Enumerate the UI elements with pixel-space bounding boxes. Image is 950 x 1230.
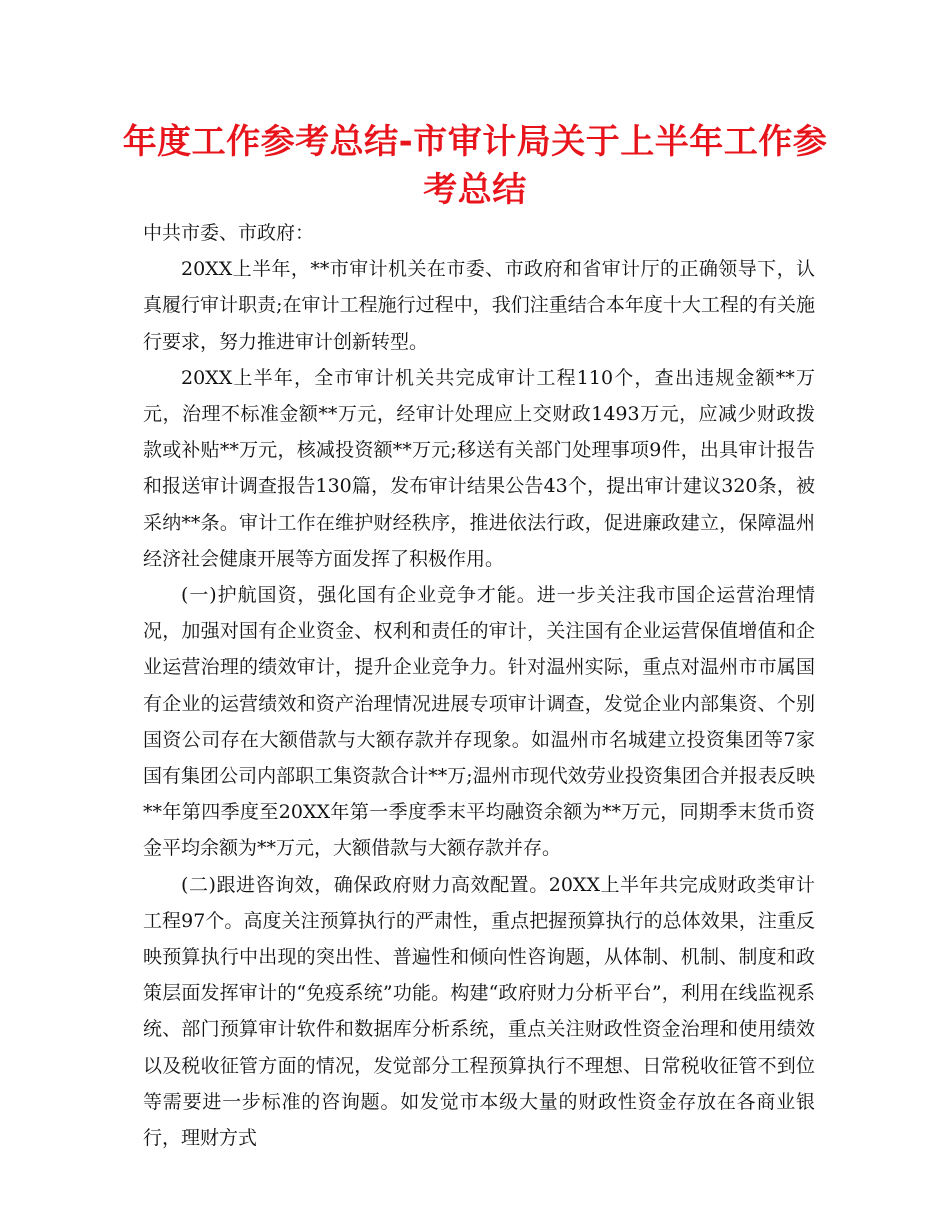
paragraph-section-2: (二)跟进咨询效，确保政府财力高效配置。20XX上半年共完成财政类审计工程97个。高度关注预算执行的严肃性，重点把握预算执行的总体效果，注重反映预算执行中出现的突出性、普遍性和倾向性咨询题，从体制、机制、制度和政策层面发挥审计的“免疫系统”功能。构建“政府财力分析平台”，利用在线监视系统、部门预算审计软件和数据库分析系统，重点关注财政性资金治理和使用绩效以及税收征管方面的情况，发觉部分工程预算执行不理想、日常税收征管不到位等需要进一步标准的咨询题。如发觉市本级大量的财政性资金存放在各商业银行，理财方式 [143, 873, 815, 1150]
document-title: 年度工作参考总结-市审计局关于上半年工作参考总结 [122, 122, 828, 210]
paragraph-intro: 20XX上半年，**市审计机关在市委、市政府和省审计厅的正确领导下，认真履行审计职责;在审计工程施行过程中，我们注重结合本年度十大工程的有关施行要求，努力推进审计创新转型。 [143, 258, 815, 353]
document-body [143, 215, 815, 1156]
paragraph-summary: 20XX上半年，全市审计机关共完成审计工程110个，查出违规金额**万元，治理不标准金额**万元，经审计处理应上交财政1493万元，应减少财政拨款或补贴**万元，核减投资额**万元;移送有关部门处理事项9件，出具审计报告和报送审计调查报告130篇，发布审计结果公告43个，提出审计建议320条，被采纳**条。审计工作在维护财经秩序，推进依法行政，促进廉政建立，保障温州经济社会健康开展等方面发挥了积极作用。 [143, 366, 815, 570]
paragraph-section-1: (一)护航国资，强化国有企业竞争才能。进一步关注我市国企运营治理情况，加强对国有企业资金、权利和责任的审计，关注国有企业运营保值增值和企业运营治理的绩效审计，提升企业竞争力。针对温州实际，重点对温州市市属国有企业的运营绩效和资产治理情况进展专项审计调查，发觉企业内部集资、个别国资公司存在大额借款与大额存款并存现象。如温州市名城建立投资集团等7家国有集团公司内部职工集资款合计**万;温州市现代效劳业投资集团合并报表反映**年第四季度至20XX年第一季度季末平均融资余额为**万元，同期季末货币资金平均余额为**万元，大额借款与大额存款并存。 [143, 584, 815, 860]
salutation: 中共市委、市政府： [143, 222, 315, 244]
